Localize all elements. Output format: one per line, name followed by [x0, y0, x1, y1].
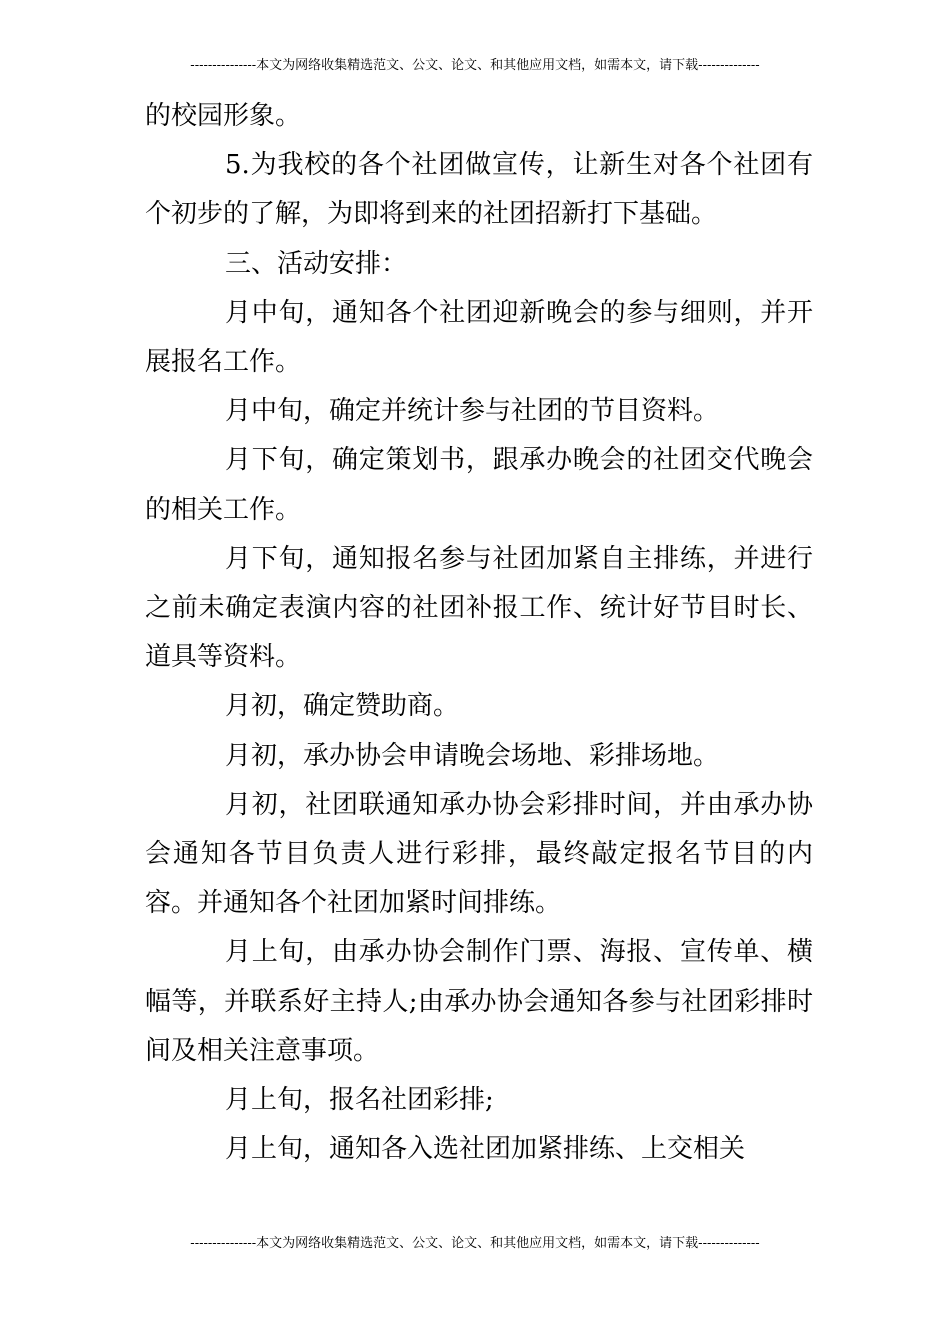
- paragraph-item-5: 5.为我校的各个社团做宣传，让新生对各个社团有个初步的了解，为即将到来的社团招新打下基础。: [145, 150, 813, 230]
- schedule-item: 月初，确定赞助商。: [225, 691, 460, 722]
- schedule-item: 月下旬，确定策划书，跟承办晚会的社团交代晚会的相关工作。: [145, 445, 813, 525]
- schedule-item: 月初，承办协会申请晚会场地、彩排场地。: [225, 740, 720, 771]
- schedule-item: 月上旬，通知各入选社团加紧排练、上交相关: [225, 1134, 746, 1165]
- paragraph-continuation: 的校园形象。: [145, 101, 302, 131]
- schedule-item: 月上旬，由承办协会制作门票、海报、宣传单、横幅等，并联系好主持人;由承办协会通知各参与社团彩排时间及相关注意事项。: [145, 937, 813, 1066]
- page-header-note: ---------------本文为网络收集精选范文、公文、论文、和其他应用文档，如需本文，请下载--------------: [190, 58, 760, 73]
- schedule-item: 月上旬，报名社团彩排;: [225, 1085, 494, 1116]
- schedule-item: 月初，社团联通知承办协会彩排时间，并由承办协会通知各节目负责人进行彩排，最终敲定报名节目的内容。并通知各个社团加紧时间排练。: [145, 789, 813, 919]
- schedule-item: 月下旬，通知报名参与社团加紧自主排练，并进行之前未确定表演内容的社团补报工作、统计好节目时长、道具等资料。: [145, 543, 813, 673]
- page-footer-note: ---------------本文为网络收集精选范文、公文、论文、和其他应用文档，如需本文，请下载--------------: [190, 1236, 760, 1251]
- section-heading-activity-schedule: 三、活动安排：: [225, 248, 408, 279]
- schedule-item: 月中旬，确定并统计参与社团的节目资料。: [225, 396, 720, 427]
- schedule-item: 月中旬，通知各个社团迎新晚会的参与细则，并开展报名工作。: [145, 297, 813, 378]
- document-body: [145, 92, 813, 1174]
